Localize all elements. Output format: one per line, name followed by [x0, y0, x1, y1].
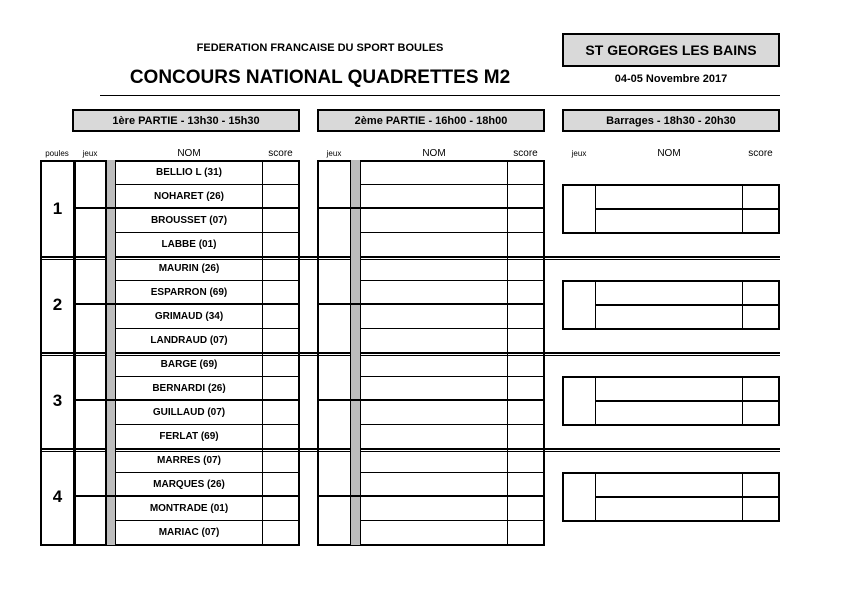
score-cell[interactable]: [262, 304, 299, 329]
player-name: FERLAT (69): [115, 424, 263, 449]
jeux-cell[interactable]: [318, 352, 351, 401]
score-cell[interactable]: [507, 352, 544, 377]
score-cell[interactable]: [507, 304, 544, 329]
score-cell[interactable]: [262, 256, 299, 281]
jeux-cell[interactable]: [318, 160, 351, 209]
player-name: MONTRADE (01): [115, 496, 263, 521]
name-cell[interactable]: [595, 473, 743, 497]
jeux-cell[interactable]: [318, 256, 351, 305]
pair-divider: [74, 303, 300, 305]
score-cell[interactable]: [507, 208, 544, 233]
col-jeux-1: jeux: [82, 149, 98, 158]
score-cell[interactable]: [507, 256, 544, 281]
pair-divider: [317, 399, 545, 401]
jeux-cell[interactable]: [75, 352, 106, 401]
player-name: GUILLAUD (07): [115, 400, 263, 425]
player-name: GRIMAUD (34): [115, 304, 263, 329]
name-cell[interactable]: [360, 424, 508, 449]
player-name: LABBE (01): [115, 232, 263, 257]
score-cell[interactable]: [262, 424, 299, 449]
jeux-cell[interactable]: [318, 400, 351, 449]
player-name: BERNARDI (26): [115, 376, 263, 401]
score-cell[interactable]: [507, 232, 544, 257]
pair-divider: [74, 207, 300, 209]
federation-name: FEDERATION FRANCAISE DU SPORT BOULES: [196, 42, 444, 54]
name-cell[interactable]: [360, 448, 508, 473]
part1-header: 1ère PARTIE - 13h30 - 15h30: [72, 109, 300, 132]
name-cell[interactable]: [595, 377, 743, 401]
player-name: NOHARET (26): [115, 184, 263, 209]
score-cell[interactable]: [262, 448, 299, 473]
score-cell[interactable]: [742, 377, 779, 401]
score-cell[interactable]: [507, 184, 544, 209]
pair-divider: [317, 495, 545, 497]
jeux-cell[interactable]: [75, 208, 106, 257]
col-nom-1: NOM: [177, 148, 201, 159]
col-jeux-2: jeux: [326, 149, 342, 158]
jeux-cell[interactable]: [563, 281, 596, 329]
player-name: BARGE (69): [115, 352, 263, 377]
score-cell[interactable]: [262, 280, 299, 305]
event-date: 04-05 Novembre 2017: [614, 73, 728, 85]
score-cell[interactable]: [507, 400, 544, 425]
player-name: LANDRAUD (07): [115, 328, 263, 353]
score-cell[interactable]: [262, 496, 299, 521]
score-cell[interactable]: [507, 472, 544, 497]
score-cell[interactable]: [507, 328, 544, 353]
col-jeux-3: jeux: [571, 149, 587, 158]
pool-number: 4: [40, 448, 75, 546]
name-cell[interactable]: [360, 304, 508, 329]
name-cell[interactable]: [360, 520, 508, 545]
score-cell[interactable]: [742, 305, 779, 329]
score-cell[interactable]: [262, 376, 299, 401]
pair-divider: [317, 303, 545, 305]
score-cell[interactable]: [507, 448, 544, 473]
col-nom-3: NOM: [657, 148, 681, 159]
page-title: CONCOURS NATIONAL QUADRETTES M2: [129, 67, 511, 88]
player-name: BELLIO L (31): [115, 160, 263, 185]
name-cell[interactable]: [595, 401, 743, 425]
score-cell[interactable]: [507, 160, 544, 185]
player-name: MARIAC (07): [115, 520, 263, 545]
pool-number: 2: [40, 256, 75, 354]
pair-divider: [74, 399, 300, 401]
score-cell[interactable]: [262, 208, 299, 233]
jeux-cell[interactable]: [75, 400, 106, 449]
jeux-cell[interactable]: [75, 304, 106, 353]
score-cell[interactable]: [742, 401, 779, 425]
col-score-3: score: [748, 148, 773, 159]
score-cell[interactable]: [262, 184, 299, 209]
col-score-1: score: [268, 148, 293, 159]
name-cell[interactable]: [360, 352, 508, 377]
player-name: ESPARRON (69): [115, 280, 263, 305]
name-cell[interactable]: [595, 305, 743, 329]
score-cell[interactable]: [507, 280, 544, 305]
name-cell[interactable]: [595, 209, 743, 233]
jeux-cell[interactable]: [318, 448, 351, 497]
jeux-cell[interactable]: [563, 473, 596, 521]
pool-number: 1: [40, 160, 75, 258]
col-score-2: score: [513, 148, 538, 159]
name-cell[interactable]: [360, 472, 508, 497]
barrages-header: Barrages - 18h30 - 20h30: [562, 109, 780, 132]
name-cell[interactable]: [595, 497, 743, 521]
score-cell[interactable]: [262, 400, 299, 425]
pair-divider: [74, 495, 300, 497]
jeux-cell[interactable]: [75, 448, 106, 497]
pool-number: 3: [40, 352, 75, 450]
score-cell[interactable]: [742, 185, 779, 209]
name-cell[interactable]: [595, 281, 743, 305]
part2-header: 2ème PARTIE - 16h00 - 18h00: [317, 109, 545, 132]
score-cell[interactable]: [742, 209, 779, 233]
score-cell[interactable]: [262, 520, 299, 545]
pair-divider: [317, 207, 545, 209]
score-cell[interactable]: [507, 496, 544, 521]
score-cell[interactable]: [507, 520, 544, 545]
name-cell[interactable]: [360, 280, 508, 305]
jeux-cell[interactable]: [75, 160, 106, 209]
name-cell[interactable]: [360, 400, 508, 425]
score-cell[interactable]: [507, 424, 544, 449]
player-name: MAURIN (26): [115, 256, 263, 281]
location-box: ST GEORGES LES BAINS: [562, 33, 780, 67]
jeux-cell[interactable]: [75, 256, 106, 305]
score-cell[interactable]: [262, 328, 299, 353]
score-cell[interactable]: [262, 352, 299, 377]
player-name: MARQUES (26): [115, 472, 263, 497]
jeux-cell[interactable]: [318, 208, 351, 257]
name-cell[interactable]: [360, 160, 508, 185]
col-nom-2: NOM: [422, 148, 446, 159]
jeux-cell[interactable]: [75, 496, 106, 545]
name-cell[interactable]: [360, 376, 508, 401]
name-cell[interactable]: [595, 185, 743, 209]
name-cell[interactable]: [360, 496, 508, 521]
score-cell[interactable]: [742, 473, 779, 497]
score-cell[interactable]: [507, 376, 544, 401]
score-cell[interactable]: [262, 472, 299, 497]
score-cell[interactable]: [742, 281, 779, 305]
name-cell[interactable]: [360, 208, 508, 233]
score-cell[interactable]: [262, 232, 299, 257]
name-cell[interactable]: [360, 256, 508, 281]
score-cell[interactable]: [742, 497, 779, 521]
jeux-cell[interactable]: [563, 377, 596, 425]
col-poules: poules: [45, 149, 69, 158]
jeux-cell[interactable]: [318, 496, 351, 545]
name-cell[interactable]: [360, 184, 508, 209]
player-name: BROUSSET (07): [115, 208, 263, 233]
title-divider: [100, 95, 780, 96]
name-cell[interactable]: [360, 232, 508, 257]
jeux-cell[interactable]: [563, 185, 596, 233]
player-name: MARRES (07): [115, 448, 263, 473]
name-cell[interactable]: [360, 328, 508, 353]
jeux-cell[interactable]: [318, 304, 351, 353]
score-cell[interactable]: [262, 160, 299, 185]
